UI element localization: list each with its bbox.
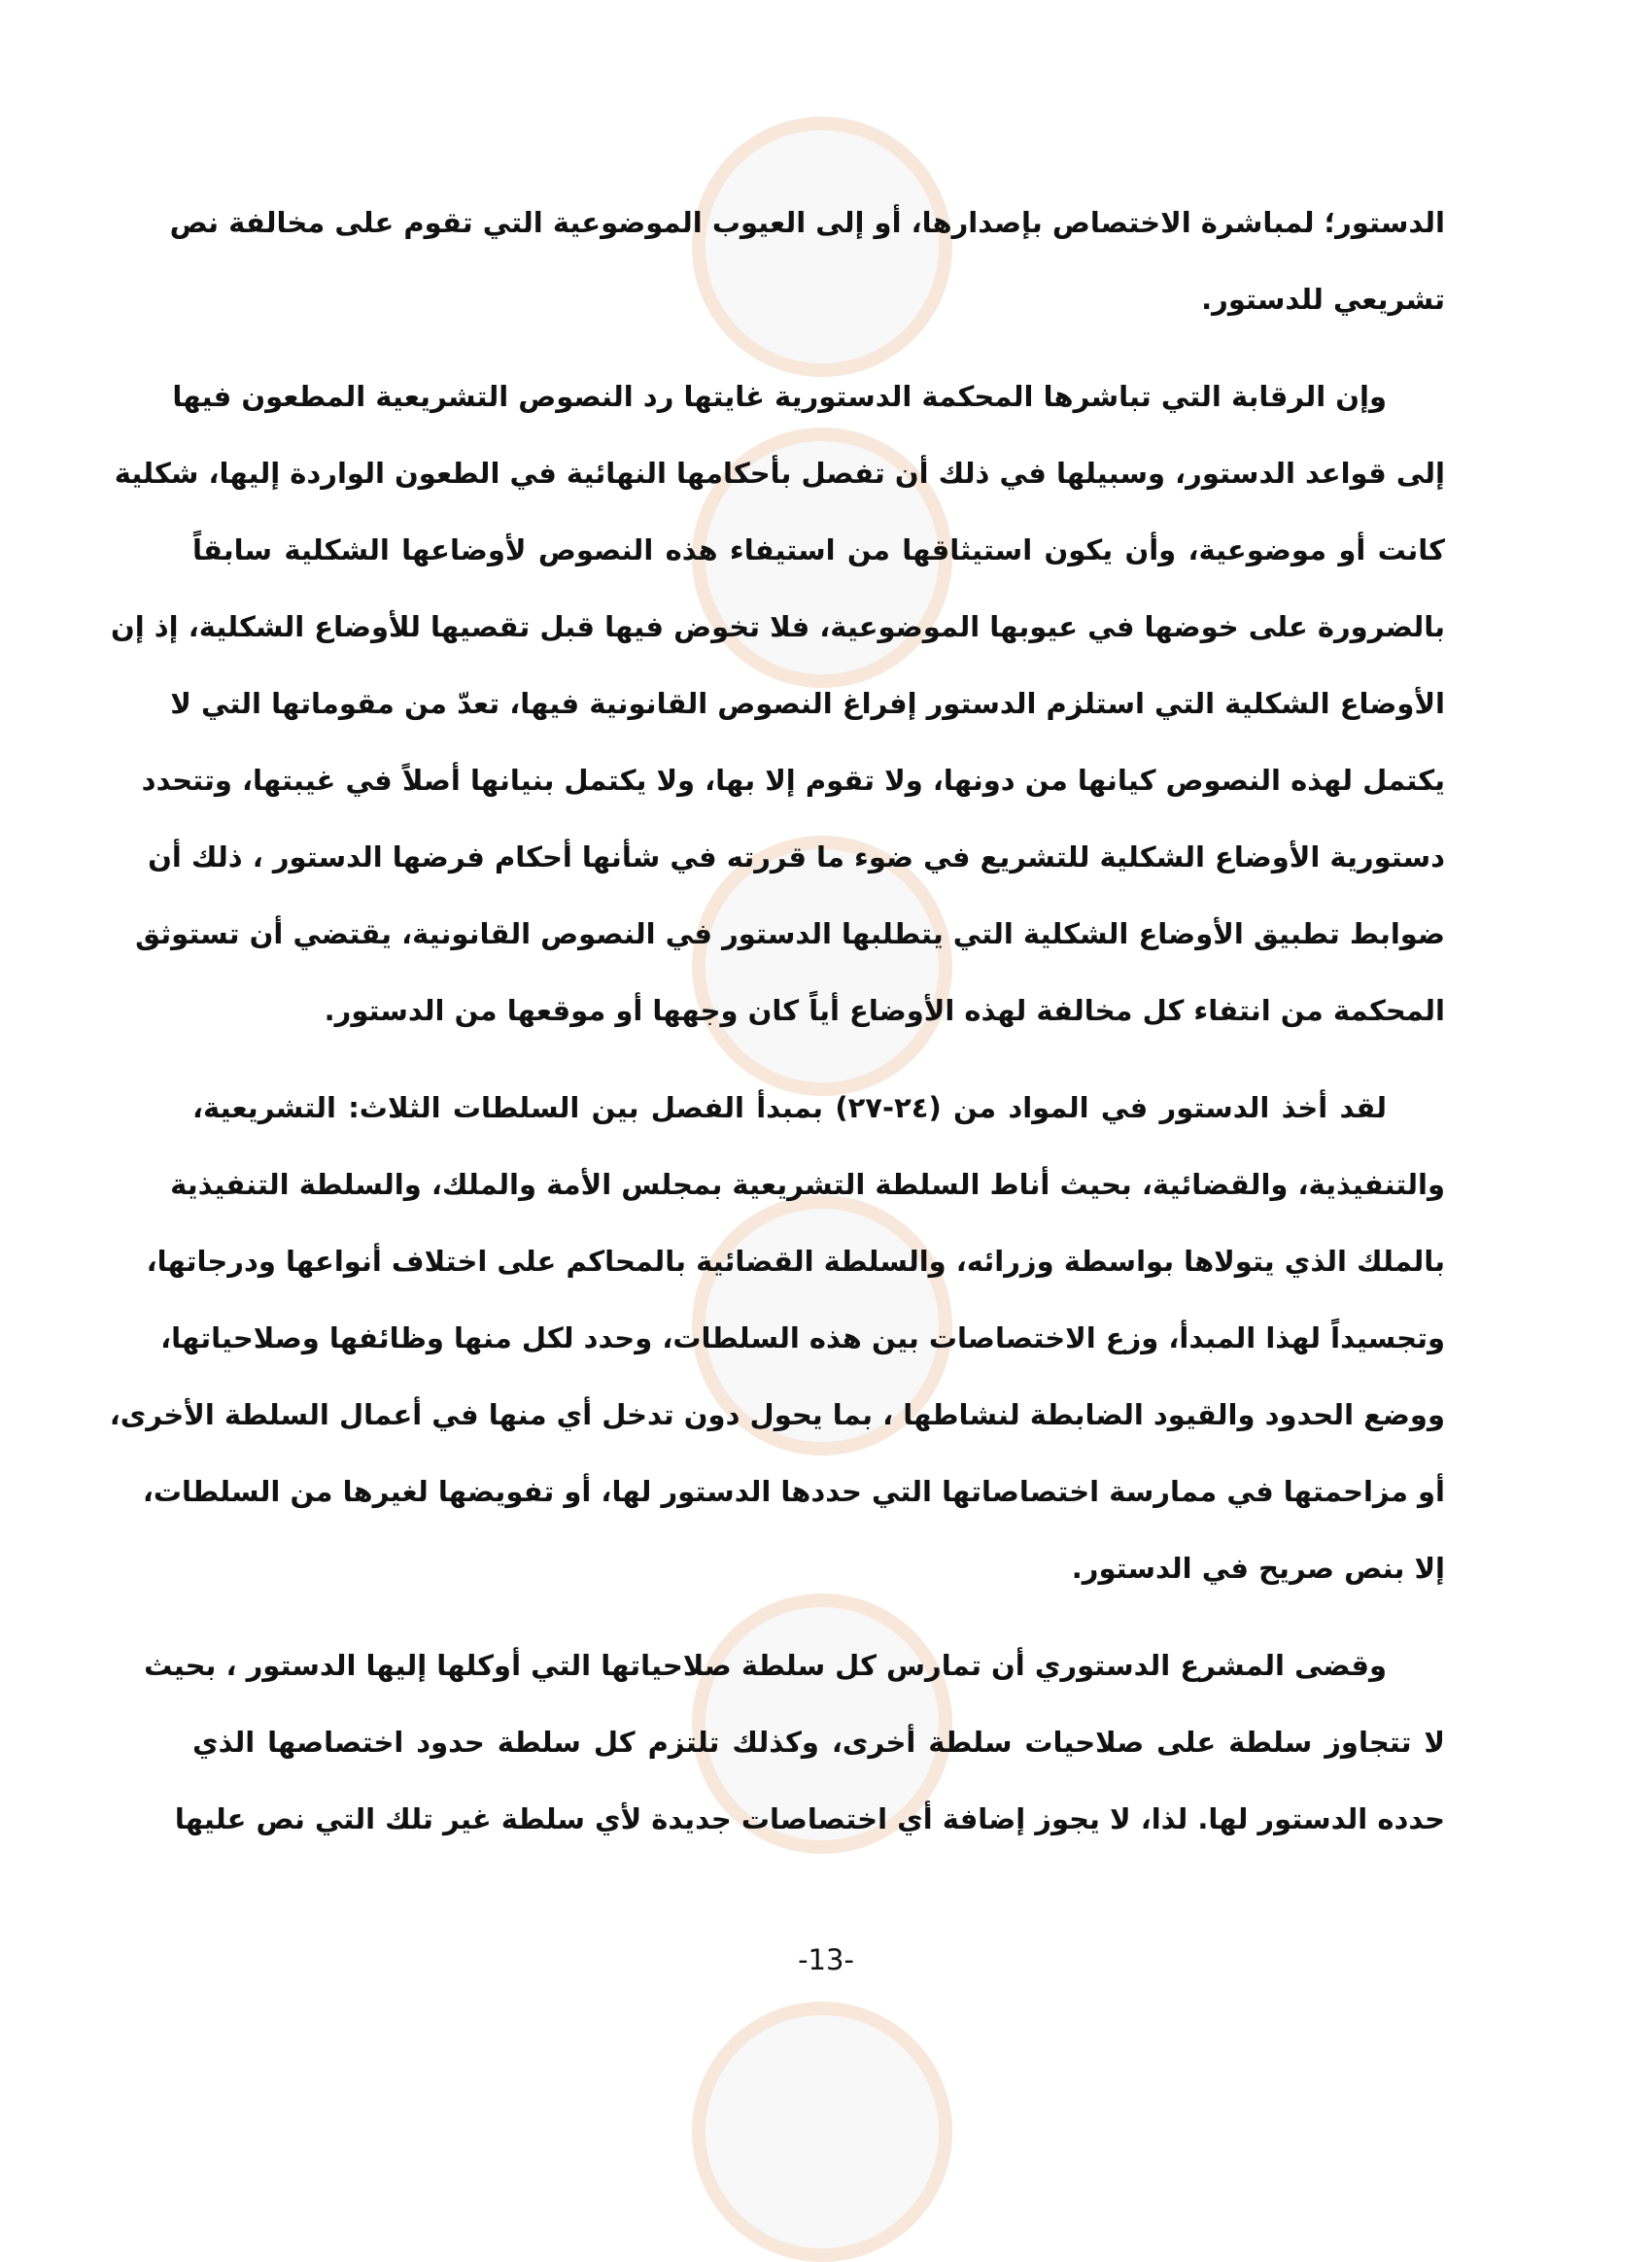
text-line: وإن الرقابة التي تباشرها المحكمة الدستورية غايتها رد النصوص التشريعية المطعون فيها [172,380,1387,413]
text-line: بالملك الذي يتولاها بواسطة وزرائه، والسلطة القضائية بالمحاكم على اختلاف أنواعها ودرجاتها، [146,1245,1445,1278]
paragraph [169,185,1445,338]
text-line: ضوابط تطبيق الأوضاع الشكلية التي يتطلبها الدستور في النصوص القانونية، يقتضي أن تستوثق [135,917,1445,950]
text-line: لقد أخذ الدستور في المواد من (٢٤-٢٧) بمبدأ الفصل بين السلطات الثلاث: التشريعية، [192,1091,1387,1124]
text-line: دستورية الأوضاع الشكلية للتشريع في ضوء ما قررته في شأنها أحكام فرضها الدستور ، ذلك أن [148,840,1445,874]
text-line: المحكمة من انتفاء كل مخالفة لهذه الأوضاع أياً كان وجهها أو موقعها من الدستور. [324,994,1445,1027]
paragraph [110,359,1445,1049]
paragraph [109,1070,1445,1607]
text-line: الأوضاع الشكلية التي استلزم الدستور إفراغ النصوص القانونية فيها، تعدّ من مقوماتها التي لا [170,687,1445,720]
text-line: وقضى المشرع الدستوري أن تمارس كل سلطة صلاحياتها التي أوكلها إليها الدستور ، بحيث [144,1649,1387,1682]
text-line: كانت أو موضوعية، وأن يكون استيثاقها من استيفاء هذه النصوص لأوضاعها الشكلية سابقاً [192,533,1445,566]
page-number: -13- [798,1943,854,1976]
text-line: إلا بنص صريح في الدستور. [1071,1552,1445,1585]
text-line: حدده الدستور لها. لذا، لا يجوز إضافة أي اختصاصات جديدة لأي سلطة غير تلك التي نص عليها [174,1802,1445,1835]
text-line: لا تتجاوز سلطة على صلاحيات سلطة أخرى، وكذلك تلتزم كل سلطة حدود اختصاصها الذي [192,1726,1445,1759]
text-line: تشريعي للدستور. [1201,283,1445,316]
text-line: يكتمل لهذه النصوص كيانها من دونها، ولا تقوم إلا بها، ولا يكتمل بنيانها أصلاً في غيبتها، وتتحدد [141,764,1445,797]
text-line: الدستور؛ لمباشرة الاختصاص بإصدارها، أو إلى العيوب الموضوعية التي تقوم على مخالفة نص [169,206,1445,239]
text-line: والتنفيذية، والقضائية، بحيث أناط السلطة التشريعية بمجلس الأمة والملك، والسلطة التنفيذية [170,1168,1445,1201]
text-line: وتجسيداً لهذا المبدأ، وزع الاختصاصات بين هذه السلطات، وحدد لكل منها وظائفها وصلاحياتها، [160,1321,1445,1354]
watermark-clock-icon [692,2002,952,2262]
text-line: ووضع الحدود والقيود الضابطة لنشاطها ، بما يحول دون تدخل أي منها في أعمال السلطة الأخرى، [109,1398,1445,1431]
text-line: بالضرورة على خوضها في عيوبها الموضوعية، فلا تخوض فيها قبل تقصيها للأوضاع الشكلية، إذ إن [110,610,1445,643]
document-body [109,185,1445,1878]
paragraph [144,1628,1445,1858]
text-line: إلى قواعد الدستور، وسبيلها في ذلك أن تفصل بأحكامها النهائية في الطعون الواردة إليها، شكلية [114,457,1445,490]
text-line: أو مزاحمتها في ممارسة اختصاصاتها التي حددها الدستور لها، أو تفويضها لغيرها من السلطات، [142,1475,1445,1508]
